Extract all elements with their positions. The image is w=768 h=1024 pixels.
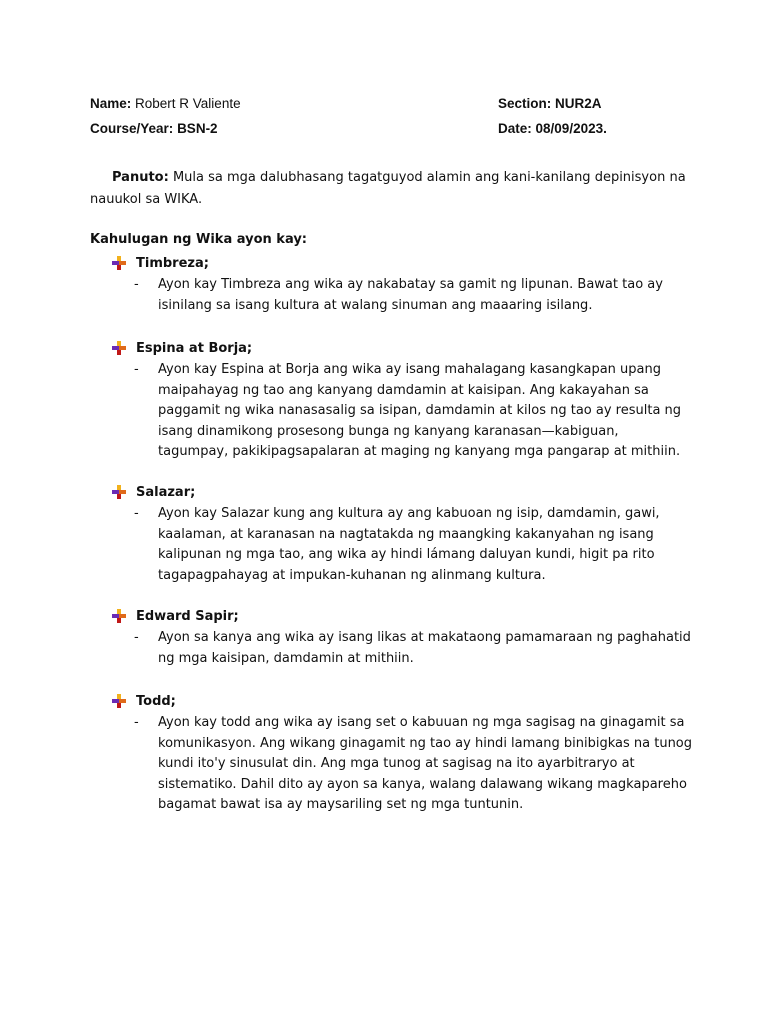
dash-bullet: - [134, 715, 139, 730]
author-definition [112, 275, 692, 316]
course-line [90, 121, 218, 136]
instructions-text: Mula sa mga dalubhasang tagatguyod alamin ang kani-kanilang depinisyon na nauukol sa WIKA. [90, 170, 686, 207]
section-line [498, 96, 602, 111]
author-heading [112, 606, 702, 626]
course-label: Course/Year: [90, 121, 174, 136]
author-salazar [112, 482, 702, 586]
plus-bullet-icon [112, 256, 126, 270]
author-timbreza [112, 253, 702, 316]
date-line [498, 121, 607, 136]
name-label: Name: [90, 96, 132, 111]
dash-bullet: - [134, 362, 139, 377]
course-value: BSN-2 [177, 121, 218, 136]
author-definition [112, 360, 692, 463]
plus-bullet-icon [112, 341, 126, 355]
plus-bullet-icon [112, 609, 126, 623]
name-line [90, 96, 241, 111]
plus-bullet-icon [112, 694, 126, 708]
dash-bullet: - [134, 277, 139, 292]
plus-bullet-icon [112, 485, 126, 499]
author-name: Todd; [136, 693, 176, 709]
author-todd [112, 691, 702, 816]
author-heading [112, 253, 702, 273]
author-definition [112, 628, 692, 669]
definition-text: Ayon kay Espina at Borja ang wika ay isang mahalagang kasangkapan upang maipahayag ng tao ang kanyang damdamin at kaisipan. Ang kakayahan sa paggamit ng wika nanasasalig sa isipan, damdamin at kilos ng tao ay resulta ng isang dinamikong prosesong bunga ng kanyang karanasan—kabiguan, tagumpay, pakikipagsapalaran at maging ng kanyang mga pangarap at mithiin. [158, 362, 682, 459]
definition-text: Ayon sa kanya ang wika ay isang likas at makataong pamamaraan ng paghahatid ng mga kaisipan, damdamin at mithiin. [158, 630, 691, 666]
definition-text: Ayon kay Timbreza ang wika ay nakabatay sa gamit ng lipunan. Bawat tao ay isinilang sa isang kultura at walang sinuman ang maaaring isilang. [158, 277, 663, 313]
author-heading [112, 338, 702, 358]
author-heading [112, 691, 702, 711]
author-name: Edward Sapir; [136, 608, 239, 624]
author-espina-borja [112, 338, 702, 463]
author-name: Salazar; [136, 484, 196, 500]
author-edward-sapir [112, 606, 702, 669]
section-value: NUR2A [555, 96, 602, 111]
author-definition [112, 504, 692, 586]
author-name: Espina at Borja; [136, 340, 253, 356]
definition-text: Ayon kay todd ang wika ay isang set o kabuuan ng mga sagisag na ginagamit sa komunikasyon. Ang wikang ginagamit ng tao ay hindi lamang binibigkas na tunog kundi ito'y sinusulat din. Ang mga tunog at sagisag na ito ayarbitraryo at sistematiko. Dahil dito ay ayon sa kanya, walang dalawang wikang magkapareho bagamat bawat isa ay maysariling set ng mga tuntunin. [158, 715, 693, 812]
section-label: Section: [498, 96, 552, 111]
date-value: 08/09/2023. [535, 121, 607, 136]
author-name: Timbreza; [136, 255, 209, 271]
instructions-paragraph [90, 167, 690, 210]
author-definition [112, 713, 692, 816]
definition-text: Ayon kay Salazar kung ang kultura ay ang kabuoan ng isip, damdamin, gawi, kaalaman, at karanasan na nagtatakda ng maangking kakanyahan ng isang kalipunan ng mga tao, ang wika ay hindi lámang daluyan kundi, higit pa rito tagapagpahayag at impukan-kuhanan ng alinmang kultura. [158, 506, 660, 583]
dash-bullet: - [134, 630, 139, 645]
date-label: Date: [498, 121, 532, 136]
dash-bullet: - [134, 506, 139, 521]
name-value: Robert R Valiente [135, 96, 241, 111]
instructions-lead: Panuto: [112, 170, 169, 185]
author-heading [112, 482, 702, 502]
section-title: Kahulugan ng Wika ayon kay: [90, 232, 308, 247]
